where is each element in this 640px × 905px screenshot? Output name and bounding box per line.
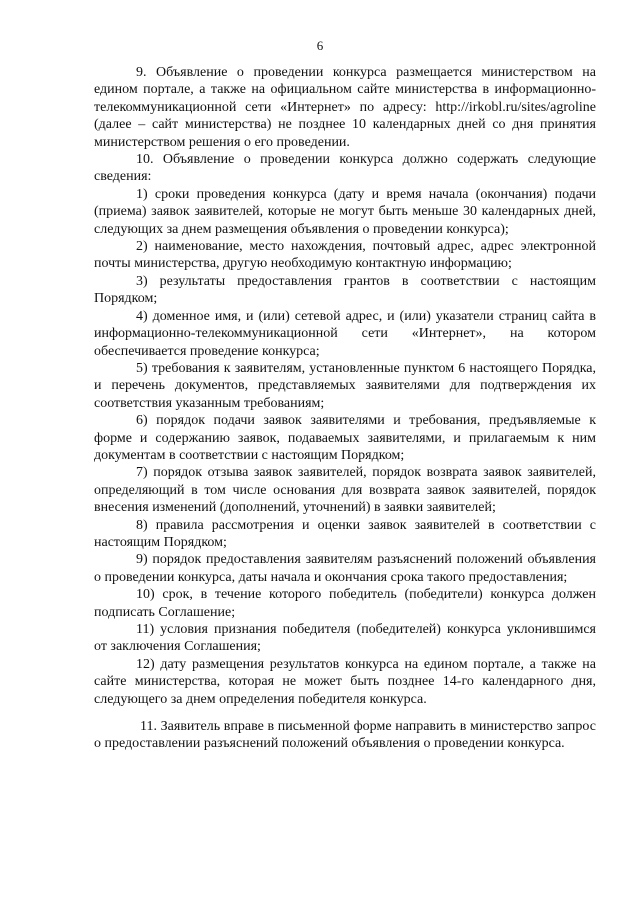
list-item-5: 5) требования к заявителям, установленные пунктом 6 настоящего Порядка, и перечень документов, представляемых заявителями для подтверждения их соответствия указанным требованиям; (94, 360, 596, 411)
list-item-9: 9) порядок предоставления заявителям разъяснений положений объявления о проведении конкурса, даты начала и окончания срока такого предоставления; (94, 552, 596, 585)
paragraph-9: 9. Объявление о проведении конкурса размещается министерством на едином портале, а также на официальном сайте министерства в информационно-телекоммуникационной сети «Интернет» по адресу: http://irkobl.ru/sites/agroline (далее – сайт министерства) не позднее 10 календарных дней со дня принятия министерством решения о его проведении. (94, 65, 596, 150)
paragraph-10: 10. Объявление о проведении конкурса должно содержать следующие сведения: (94, 152, 596, 185)
list-item-11: 11) условия признания победителя (победителей) конкурса уклонившимся от заключения Соглашения; (94, 622, 596, 655)
list-item-6: 6) порядок подачи заявок заявителями и требования, предъявляемые к форме и содержанию заявок, подаваемых заявителями, и прилагаемым к ним документам в соответствии с настоящим Порядком; (94, 413, 596, 463)
list-item-7: 7) порядок отзыва заявок заявителей, порядок возврата заявок заявителей, определяющий в том числе основания для возврата заявок заявителей, порядок внесения изменений (дополнений, уточнений) в заявки заявителей; (94, 465, 596, 516)
list-item-8: 8) правила рассмотрения и оценки заявок заявителей в соответствии с настоящим Порядком; (94, 517, 596, 550)
list-item-1: 1) сроки проведения конкурса (дату и время начала (окончания) подачи (приема) заявок заявителей, которые не могут быть меньше 30 календарных дней, следующих за днем размещения объявления о проведении конкурса); (94, 186, 596, 237)
list-item-4: 4) доменное имя, и (или) сетевой адрес, и (или) указатели страниц сайта в информационно-телекоммуникационной сети «Интернет», на котором обеспечивается проведение конкурса; (94, 308, 596, 359)
list-item-12: 12) дату размещения результатов конкурса на едином портале, а также на сайте министерства, которая не может быть позднее 14-го календарного дня, следующего за днем определения победителя конкурса. (94, 656, 596, 707)
paragraph-11: 11. Заявитель вправе в письменной форме направить в министерство запрос о предоставлении разъяснений положений объявления о проведении конкурса. (94, 719, 596, 752)
list-item-10: 10) срок, в течение которого победитель (победители) конкурса должен подписать Соглашение; (94, 587, 596, 620)
document-body (94, 64, 596, 753)
list-item-2: 2) наименование, место нахождения, почтовый адрес, адрес электронной почты министерства, другую необходимую контактную информацию; (94, 239, 596, 272)
page-number: 6 (316, 38, 324, 53)
list-item-3: 3) результаты предоставления грантов в соответствии с настоящим Порядком; (94, 273, 596, 307)
